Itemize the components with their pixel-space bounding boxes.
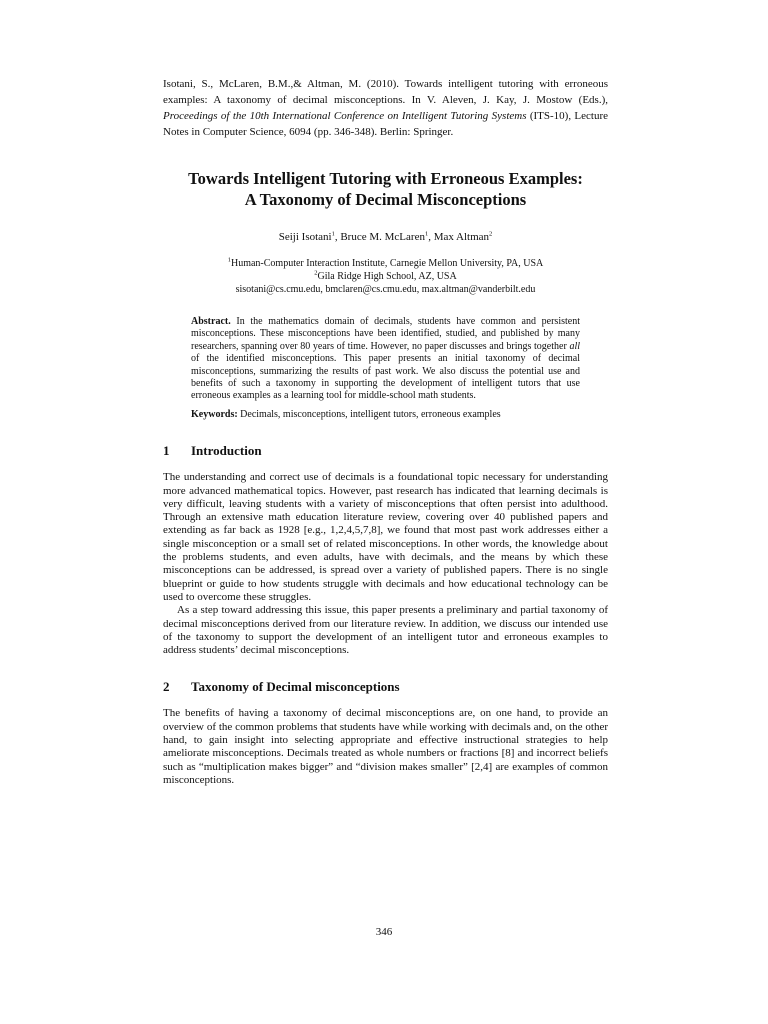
affiliation-text: Human-Computer Interaction Institute, Carnegie Mellon University, PA, USA	[230, 258, 544, 269]
author-name: Max Altman	[433, 231, 490, 243]
author-list: Seiji Isotani$^1$, Bruce M. McLaren$^1$, Max Altman$^2$	[278, 230, 493, 243]
body-paragraph: The benefits of having a taxonomy of decimal misconceptions are, on one hand, to provide an overview of the common problems that students have while working with decimals and, on the other hand, to gain insight into selecting appropriate and effective instructional strategies to help ameliorate misconceptions. Decimals treated as whole numbers or fractions [8] and incorrect beliefs such as “multiplication makes bigger” and “division makes smaller” [2,4] are examples of common misconceptions.	[163, 707, 608, 786]
author-emails: sisotani@cs.cmu.edu, bmclaren@cs.cmu.edu, max.altman@vanderbilt.edu	[235, 284, 536, 295]
section-number: 2	[163, 679, 170, 695]
keywords	[191, 409, 580, 421]
abstract-text-italic: all	[569, 340, 580, 352]
page-number: 346	[375, 926, 393, 938]
keywords-label: Keywords:	[191, 408, 238, 420]
section-heading-taxonomy	[163, 679, 608, 695]
author-name: Seiji Isotani	[278, 231, 332, 243]
affiliation-text: Gila Ridge High School, AZ, USA	[317, 271, 457, 282]
affiliation-2	[163, 270, 608, 283]
abstract-text-a: In the mathematics domain of decimals, students have common and persistent misconceptions. These misconceptions have been identified, studied, and published by many researchers, spanning over 80 years of time. However, no paper discusses and brings together	[191, 316, 580, 352]
paper-page	[163, 76, 608, 787]
section-title: Introduction	[191, 443, 262, 459]
author-affiliation-marker: 1	[331, 230, 335, 238]
author-name: Bruce M. McLaren	[340, 231, 425, 243]
citation	[163, 76, 608, 140]
abstract	[191, 316, 580, 421]
affiliation-1	[163, 257, 608, 270]
affiliation-marker: 1	[227, 256, 231, 264]
author-affiliation-marker: 1	[424, 230, 429, 238]
section-number: 1	[163, 443, 170, 459]
citation-proceedings-title: Proceedings of the 10th International Conference on Intelligent Tutoring Systems	[163, 110, 527, 122]
affiliations	[163, 257, 608, 296]
affiliation-marker: 2	[314, 269, 318, 277]
author-affiliation-marker: 2	[489, 230, 493, 238]
keywords-text: Decimals, misconceptions, intelligent tutors, erroneous examples	[237, 408, 501, 420]
abstract-paragraph	[191, 316, 580, 403]
paper-title	[163, 168, 608, 210]
section-heading-introduction	[163, 443, 608, 459]
paper-title-line-1: Towards Intelligent Tutoring with Erroneous Examples:	[188, 169, 583, 188]
section-title: Taxonomy of Decimal misconceptions	[191, 679, 400, 695]
citation-text-part2: (ITS-10), Lecture Notes in Computer Science, 6094 (pp. 346-348). Berlin: Springer.	[163, 110, 608, 138]
abstract-text-b: of the identified misconceptions. This paper presents an initial taxonomy of decimal misconceptions, summarizing the results of past work. We also discuss the potential use and benefits of such a taxonomy in supporting the development of intelligent tutors that use erroneous examples as a learning tool for middle-school math students.	[191, 353, 580, 402]
citation-text-part1: Isotani, S., McLaren, B.M.,& Altman, M. (2010). Towards intelligent tutoring with erroneous examples: A taxonomy of decimal misconceptions. In V. Aleven, J. Kay, J. Mostow (Eds.),	[163, 78, 608, 106]
abstract-label: Abstract.	[191, 316, 231, 327]
paper-title-line-2: A Taxonomy of Decimal Misconceptions	[244, 190, 527, 209]
body-paragraph: The understanding and correct use of decimals is a foundational topic necessary for understanding more advanced mathematical topics. However, past research has indicated that learning decimals is very difficult, leaving students with a variety of misconceptions that often persist into adulthood. Through an extensive math education literature review, covering over 40 published papers and extending as far back as 1928 [e.g., 1,2,4,5,7,8], we found that most past work addresses either a single misconception or a small set of related misconceptions. In other words, the knowledge about the problems students, and even adults, have with decimals, and the means by which these misconceptions can be addressed, is spread over a variety of published papers. There is no single blueprint or guide to how students struggle with decimals and how educational technology can be used to overcome these struggles.	[163, 471, 608, 603]
body-paragraph: As a step toward addressing this issue, this paper presents a preliminary and partial taxonomy of decimal misconceptions derived from our literature review. In addition, we discuss our intended use of the taxonomy to support the development of an intelligent tutor and erroneous examples to address students’ decimal misconceptions.	[163, 604, 608, 657]
